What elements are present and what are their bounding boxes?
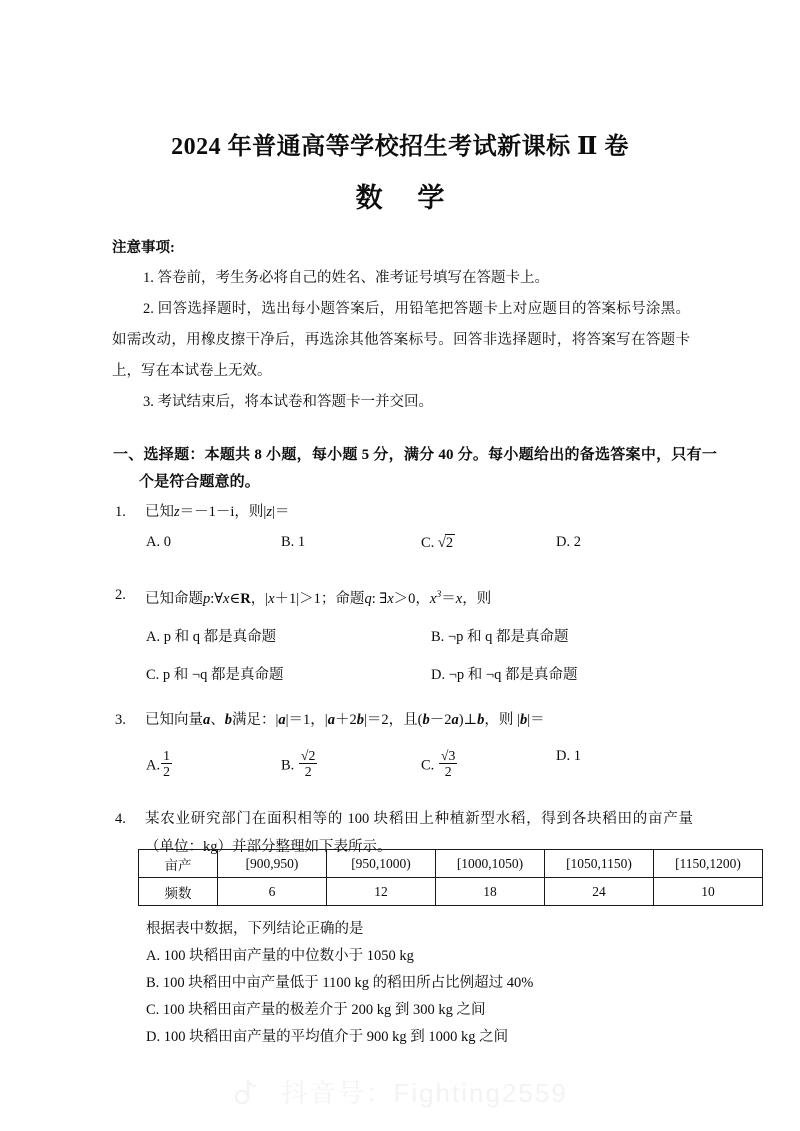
question-1-options (113, 534, 693, 564)
option-a[interactable] (146, 748, 173, 780)
option-a-denominator: 2 (163, 764, 170, 780)
bin-cell: [950,1000) (327, 850, 436, 878)
yield-frequency-table (138, 849, 763, 906)
table-row-frequencies (139, 878, 763, 906)
option-a-value: 0 (163, 534, 171, 550)
row-label-frequency: 频数 (139, 878, 218, 906)
watermark (0, 1073, 800, 1113)
option-c-numerator: √3 (440, 748, 456, 763)
question-4-number: 4. (115, 811, 126, 827)
question-3-stem: 3. 已知向量a、b满足：|a|＝1，|a＋2b|＝2，且(b－2a)⊥b，则 |b|＝ (113, 706, 693, 734)
question-2-options-row-2 (113, 663, 693, 693)
row-label-yield: 亩产 (139, 850, 218, 878)
option-c-radicand: 2 (445, 535, 454, 551)
frequency-cell: 6 (218, 878, 327, 906)
watermark-text: 抖音号：Fighting2559 (281, 1078, 568, 1108)
question-3 (113, 706, 693, 794)
notice-item: 2. 回答选择题时，选出每小题答案后，用铅笔把答题卡上对应题目的答案标号涂黑。如需改动，用橡皮擦干净后，再选涂其他答案标号。回答非选择题时，将答案写在答题卡上，写在本试卷上无效。 (112, 301, 690, 379)
subject-title: 数 学 (355, 183, 459, 213)
question-1-stem: 1. 已知z＝－1－i，则|z|＝ (113, 498, 693, 526)
option-a[interactable]: A. 100 块稻田亩产量的中位数小于 1050 kg (146, 948, 414, 964)
notice-list (112, 263, 690, 418)
option-c-fraction (439, 748, 457, 780)
bin-cell: [900,950) (218, 850, 327, 878)
option-c-denominator: 2 (444, 764, 452, 780)
option-b[interactable]: B. ¬p 和 q 都是真命题 (431, 628, 569, 645)
option-a-fraction (161, 748, 172, 780)
option-b[interactable]: B. 100 块稻田中亩产量低于 1100 kg 的稻田所占比例超过 40% (146, 975, 534, 991)
option-c[interactable] (421, 748, 458, 780)
option-d-label: D. (556, 534, 571, 550)
frequency-cell: 10 (654, 878, 763, 906)
option-d[interactable]: D. 100 块稻田亩产量的平均值介于 900 kg 到 1000 kg 之间 (146, 1029, 509, 1045)
notice-item: 3. 考试结束后，将本试卷和答题卡一并交回。 (143, 394, 433, 410)
option-b[interactable] (281, 534, 305, 551)
bin-cell: [1150,1200) (654, 850, 763, 878)
option-d[interactable]: D. ¬p 和 ¬q 都是真命题 (431, 666, 578, 683)
option-d-value: 1 (573, 748, 581, 764)
option-b-denominator: 2 (304, 764, 312, 780)
question-1 (113, 498, 693, 564)
question-4-stem-text: 某农业研究部门在面积相等的 100 块稻田上种植新型水稻，得到各块稻田的亩产量（单位：kg）并部分整理如下表所示。 (145, 811, 693, 855)
music-note-icon (232, 1076, 262, 1113)
question-1-number: 1. (115, 504, 126, 520)
notice-heading: 注意事项: (112, 240, 175, 256)
option-a[interactable] (146, 534, 171, 551)
question-2 (113, 581, 693, 693)
question-3-number: 3. (115, 712, 126, 728)
question-2-options-row-1 (113, 625, 693, 655)
option-c[interactable]: C. p 和 ¬q 都是真命题 (146, 666, 284, 683)
frequency-cell: 12 (327, 878, 436, 906)
option-a-label: A. (146, 757, 161, 774)
option-b-label: B. (281, 534, 295, 550)
page-title: 2024 年普通高等学校招生考试新课标 Ⅱ 卷 (171, 134, 629, 160)
bin-cell: [1000,1050) (436, 850, 545, 878)
option-b-numerator: √2 (300, 748, 316, 763)
notice-item: 1. 答卷前，考生务必将自己的姓名、准考证号填写在答题卡上。 (143, 270, 549, 286)
option-b-value: 1 (297, 534, 306, 550)
option-b-label: B. (281, 757, 295, 774)
option-b-fraction (299, 748, 317, 780)
option-a-label: A. (146, 534, 161, 550)
question-4-prompt: 根据表中数据，下列结论正确的是 (146, 921, 364, 937)
option-c[interactable]: C. √2 (421, 535, 454, 551)
option-b[interactable] (281, 748, 318, 780)
option-d-label: D. (556, 748, 571, 764)
option-a[interactable]: A. p 和 q 都是真命题 (146, 628, 277, 645)
option-c-label: C. (421, 757, 435, 774)
question-2-number: 2. (115, 587, 126, 603)
option-c[interactable]: C. 100 块稻田亩产量的极差介于 200 kg 到 300 kg 之间 (146, 1002, 486, 1018)
frequency-cell: 24 (545, 878, 654, 906)
frequency-cell: 18 (436, 878, 545, 906)
bin-cell: [1050,1150) (545, 850, 654, 878)
table-row-bins (139, 850, 763, 878)
option-d[interactable] (556, 534, 581, 551)
question-2-stem: 2. 已知命题p:∀x∈R，|x＋1|＞1；命题q: ∃x＞0，$x^3=x$，则 (113, 581, 693, 613)
question-4-answers (113, 916, 693, 1051)
question-3-options (113, 748, 693, 794)
option-c-label: C. (421, 535, 435, 551)
option-d[interactable] (556, 748, 581, 765)
option-d-value: 2 (573, 534, 581, 550)
option-a-numerator: 1 (163, 748, 170, 763)
section-heading-choice: 一、选择题：本题共 8 小题，每小题 5 分，满分 40 分。每小题给出的备选答案中，只有一个是符合题意的。 (113, 447, 717, 490)
